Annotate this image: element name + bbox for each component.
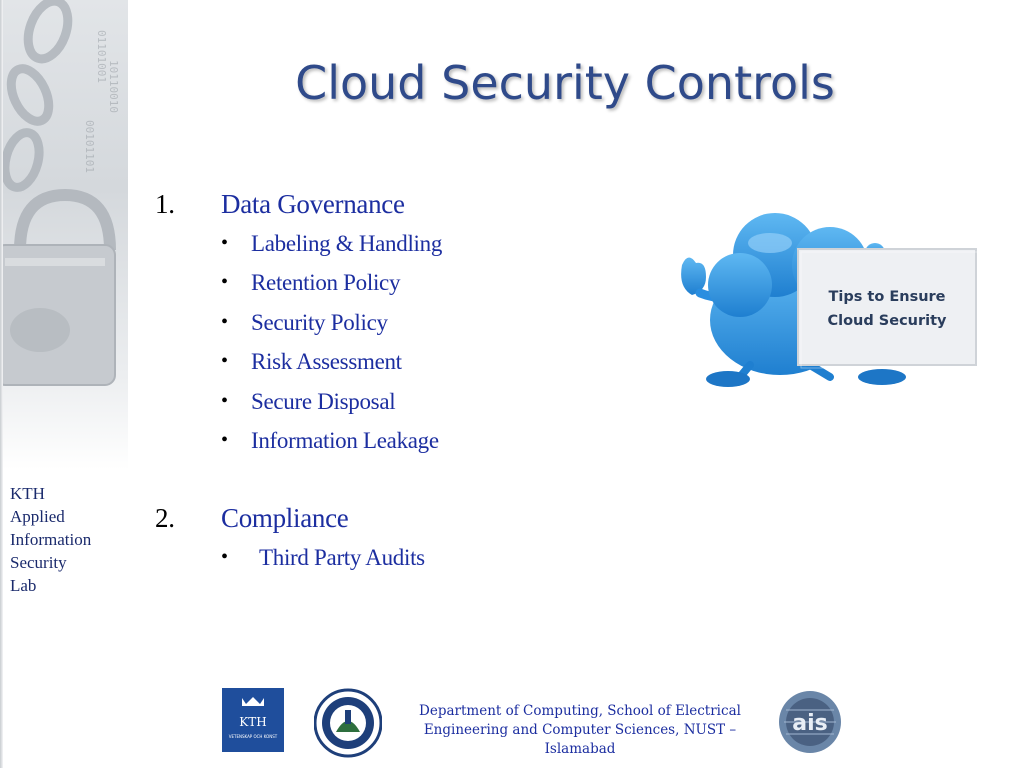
- kth-logo-text: KTH: [239, 715, 267, 729]
- section-label: Compliance: [221, 503, 349, 533]
- footer-department-text: Department of Computing, School of Electrical Engineering and Computer Sciences, NUST – Islamabad: [419, 703, 741, 757]
- bullet-text: Information Leakage: [251, 427, 439, 453]
- lab-name: [10, 482, 125, 597]
- lab-line: Lab: [10, 576, 37, 595]
- ais-logo-icon: [778, 690, 842, 754]
- kth-logo: [222, 688, 284, 757]
- section-number: 2.: [155, 503, 175, 533]
- nust-seal-logo: [314, 688, 382, 763]
- bullet-dot: •: [221, 546, 228, 568]
- nust-seal-icon: [314, 688, 382, 758]
- bullet-dot: •: [221, 271, 228, 294]
- bullet-text: Secure Disposal: [251, 388, 396, 414]
- ais-logo: [778, 690, 842, 759]
- sidebar-padlock-image: [0, 0, 128, 470]
- kth-logo-icon: [222, 688, 284, 752]
- slide-title: Cloud Security Controls: [295, 56, 835, 110]
- sign-text-line-2: Cloud Security: [827, 313, 947, 329]
- bullet-dot: •: [221, 232, 228, 254]
- lab-line: Information: [10, 530, 92, 549]
- svg-text:00101101: 00101101: [83, 120, 96, 173]
- bullet-text: Third Party Audits: [259, 545, 425, 570]
- svg-text:01101001: 01101001: [95, 30, 108, 83]
- left-edge-rule: [0, 0, 3, 768]
- bullet-dot: •: [221, 389, 228, 412]
- bullet-text: Labeling & Handling: [251, 231, 443, 256]
- bullet-text: Retention Policy: [251, 270, 401, 296]
- svg-text:10110010: 10110010: [107, 60, 120, 113]
- bullet-dot: •: [221, 310, 228, 333]
- cloud-mascot-illustration: [670, 205, 990, 400]
- bullet-dot: •: [221, 350, 228, 373]
- section-number: 1.: [155, 189, 175, 219]
- lab-line: Applied: [10, 507, 65, 526]
- ais-logo-text: ais: [792, 711, 828, 736]
- kth-logo-subtext: VETENSKAP OCH KONST: [228, 734, 278, 739]
- bullet-text: Security Policy: [251, 309, 388, 335]
- lab-line: Security: [10, 553, 67, 572]
- bullet-dot: •: [221, 428, 228, 451]
- lab-line: KTH: [10, 484, 45, 503]
- sign-text-line-1: Tips to Ensure: [828, 289, 946, 305]
- bullet-text: Risk Assessment: [251, 349, 402, 375]
- cloud-mascot-icon: [670, 205, 990, 395]
- padlock-chain-icon: [0, 0, 128, 470]
- section-label: Data Governance: [221, 189, 405, 219]
